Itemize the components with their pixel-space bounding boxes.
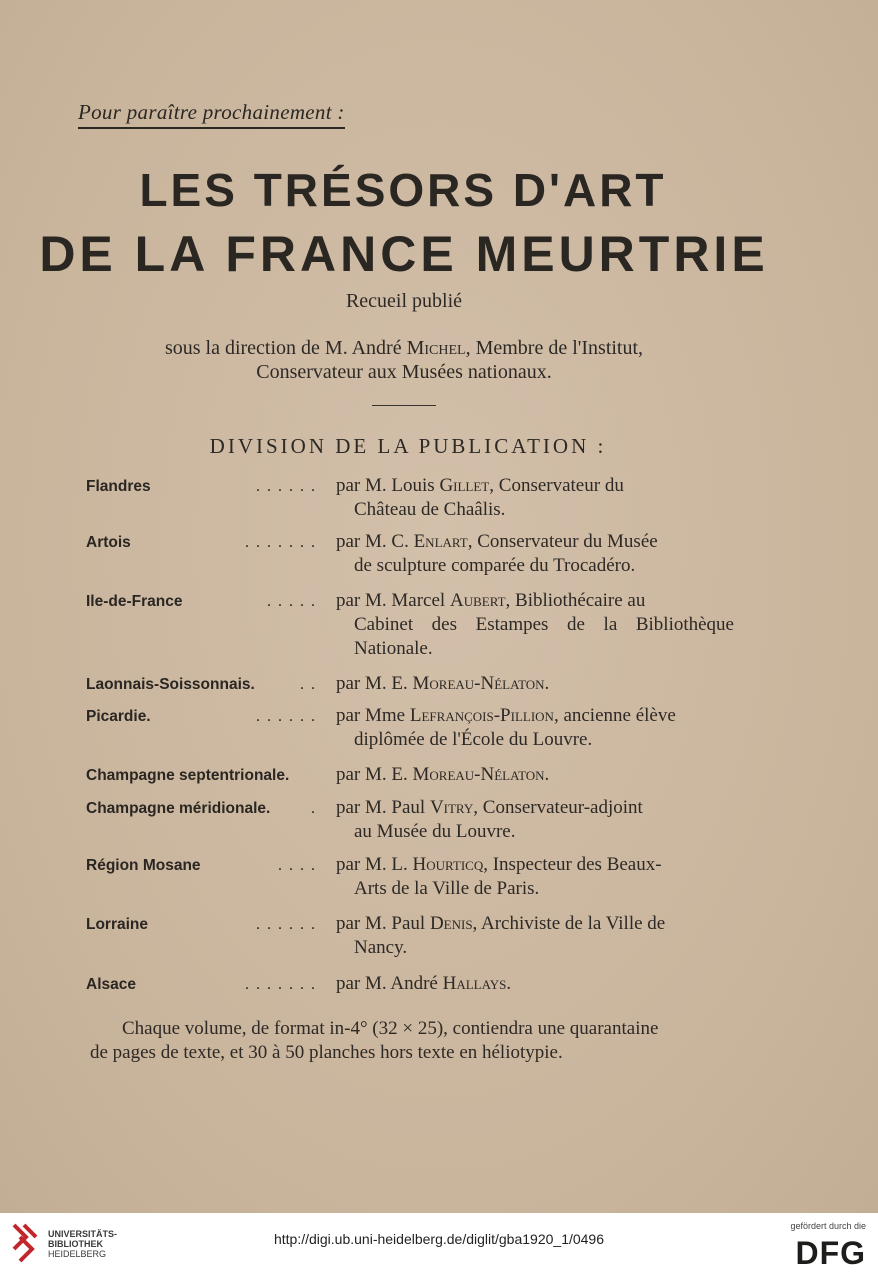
entry-author-name: Hourticq bbox=[412, 854, 484, 875]
entry-role-cont: Arts de la Ville de Paris. bbox=[354, 878, 540, 899]
entry-region: Artois bbox=[86, 534, 131, 551]
title-line-2: DE LA FRANCE MEURTRIE bbox=[39, 226, 769, 282]
entry-leader: .. bbox=[300, 676, 322, 693]
entry-by: par M. André bbox=[336, 973, 443, 994]
entry-author-name: Moreau-Nélaton bbox=[412, 764, 545, 785]
entry-leader: ..... bbox=[267, 593, 322, 610]
entry-by: par M. E. bbox=[336, 764, 413, 785]
entry-by: par M. E. bbox=[336, 673, 413, 694]
entry-role-cont: diplômée de l'École du Louvre. bbox=[354, 729, 593, 750]
entry-author bbox=[336, 530, 734, 578]
entry-author-name: Enlart bbox=[413, 531, 468, 552]
entry-role: . bbox=[544, 764, 550, 785]
entry-leader: . bbox=[311, 800, 322, 817]
entry-region: Flandres bbox=[86, 478, 151, 495]
divider-rule bbox=[372, 405, 436, 406]
format-note-line-2: de pages de texte, et 30 à 50 planches hors texte en héliotypie. bbox=[90, 1042, 563, 1063]
entry-author-name: Gillet bbox=[439, 475, 490, 496]
entry-region: Picardie. bbox=[86, 708, 151, 725]
entry-leader: .... bbox=[278, 857, 322, 874]
subtitle-director-name: Michel bbox=[406, 337, 466, 359]
division-heading: DIVISION DE LA PUBLICATION : bbox=[209, 434, 607, 458]
entry-author bbox=[336, 796, 734, 844]
entry-by: par M. Paul bbox=[336, 797, 430, 818]
entry-role: . bbox=[544, 673, 550, 694]
entry-author bbox=[336, 972, 734, 996]
entry-author-name: Denis bbox=[429, 913, 473, 934]
library-name-line-1: UNIVERSITÄTS- bbox=[48, 1229, 118, 1239]
entry-role-cont: Cabinet des Estampes de la Bibliothèque Nationale. bbox=[354, 614, 734, 659]
entry-author bbox=[336, 474, 734, 522]
entry-leader: ...... bbox=[256, 708, 322, 725]
entry-by: par Mme bbox=[336, 705, 410, 726]
title-line-1: LES TRÉSORS D'ART bbox=[139, 164, 667, 216]
entry-author bbox=[336, 704, 734, 752]
entry-role: , Conservateur du bbox=[489, 475, 624, 496]
entry-region: Champagne méridionale. bbox=[86, 800, 271, 817]
entry-author-name: Aubert bbox=[449, 590, 506, 611]
entry-role: , Inspecteur des Beaux- bbox=[483, 854, 662, 875]
entry-author-name: Moreau-Nélaton bbox=[412, 673, 545, 694]
subtitle-direction-pre: sous la direction de M. André bbox=[164, 337, 407, 359]
subtitle-recueil: Recueil publié bbox=[345, 290, 463, 312]
subtitle-direction-post: , Membre de l'Institut, bbox=[465, 337, 644, 359]
entry-author bbox=[336, 589, 734, 661]
viewer-footer bbox=[0, 1213, 878, 1277]
entry-leader: ....... bbox=[245, 534, 322, 551]
entry-by: par M. C. bbox=[336, 531, 414, 552]
entry-by: par M. Marcel bbox=[336, 590, 450, 611]
subtitle-conservateur: Conservateur aux Musées nationaux. bbox=[256, 361, 552, 383]
entry-author-name: Vitry bbox=[429, 797, 474, 818]
entry-role: . bbox=[506, 973, 512, 994]
library-name-line-2: BIBLIOTHEK bbox=[48, 1239, 103, 1249]
format-note bbox=[90, 1017, 740, 1065]
library-name-line-3: HEIDELBERG bbox=[48, 1249, 107, 1259]
entry-role-cont: Nancy. bbox=[354, 937, 408, 958]
entry-leader: ...... bbox=[256, 478, 322, 495]
kicker-heading: Pour paraître prochainement : bbox=[78, 100, 345, 129]
entry-region: Lorraine bbox=[86, 916, 149, 933]
entry-region: Ile-de-France bbox=[86, 593, 183, 610]
entry-by: par M. Paul bbox=[336, 913, 430, 934]
entry-region: Laonnais-Soissonnais. bbox=[86, 676, 255, 693]
entry-author bbox=[336, 853, 734, 901]
entry-author bbox=[336, 672, 734, 696]
entry-author bbox=[336, 912, 734, 960]
entry-author-name: Lefrançois-Pillion bbox=[409, 705, 554, 726]
entry-role-cont: de sculpture comparée du Trocadéro. bbox=[354, 555, 636, 576]
entry-role: , Conservateur du Musée bbox=[467, 531, 658, 552]
entry-author-name: Hallays bbox=[442, 973, 507, 994]
entry-leader: ...... bbox=[256, 916, 322, 933]
entry-role: , ancienne élève bbox=[553, 705, 676, 726]
funding-note: gefördert durch die bbox=[790, 1221, 866, 1231]
entry-by: par M. L. bbox=[336, 854, 413, 875]
format-note-line-1: Chaque volume, de format in-4° (32 × 25), contiendra une quarantaine bbox=[122, 1018, 659, 1039]
entry-role: , Archiviste de la Ville de bbox=[472, 913, 666, 934]
entry-leader: ....... bbox=[245, 976, 322, 993]
entry-author bbox=[336, 763, 734, 787]
entry-role-cont: Château de Chaâlis. bbox=[354, 499, 506, 520]
dfg-logo: DFG bbox=[795, 1235, 866, 1271]
entry-region: Champagne septentrionale. bbox=[86, 767, 290, 784]
entry-region: Région Mosane bbox=[86, 857, 201, 874]
entry-role: , Bibliothécaire au bbox=[505, 590, 646, 611]
permalink-url[interactable]: http://digi.ub.uni-heidelberg.de/diglit/gba1920_1/0496 bbox=[273, 1231, 605, 1247]
entry-by: par M. Louis bbox=[336, 475, 440, 496]
entry-role-cont: au Musée du Louvre. bbox=[354, 821, 516, 842]
entry-region: Alsace bbox=[86, 976, 136, 993]
subtitle-direction bbox=[0, 335, 808, 361]
entry-role: , Conservateur-adjoint bbox=[473, 797, 643, 818]
